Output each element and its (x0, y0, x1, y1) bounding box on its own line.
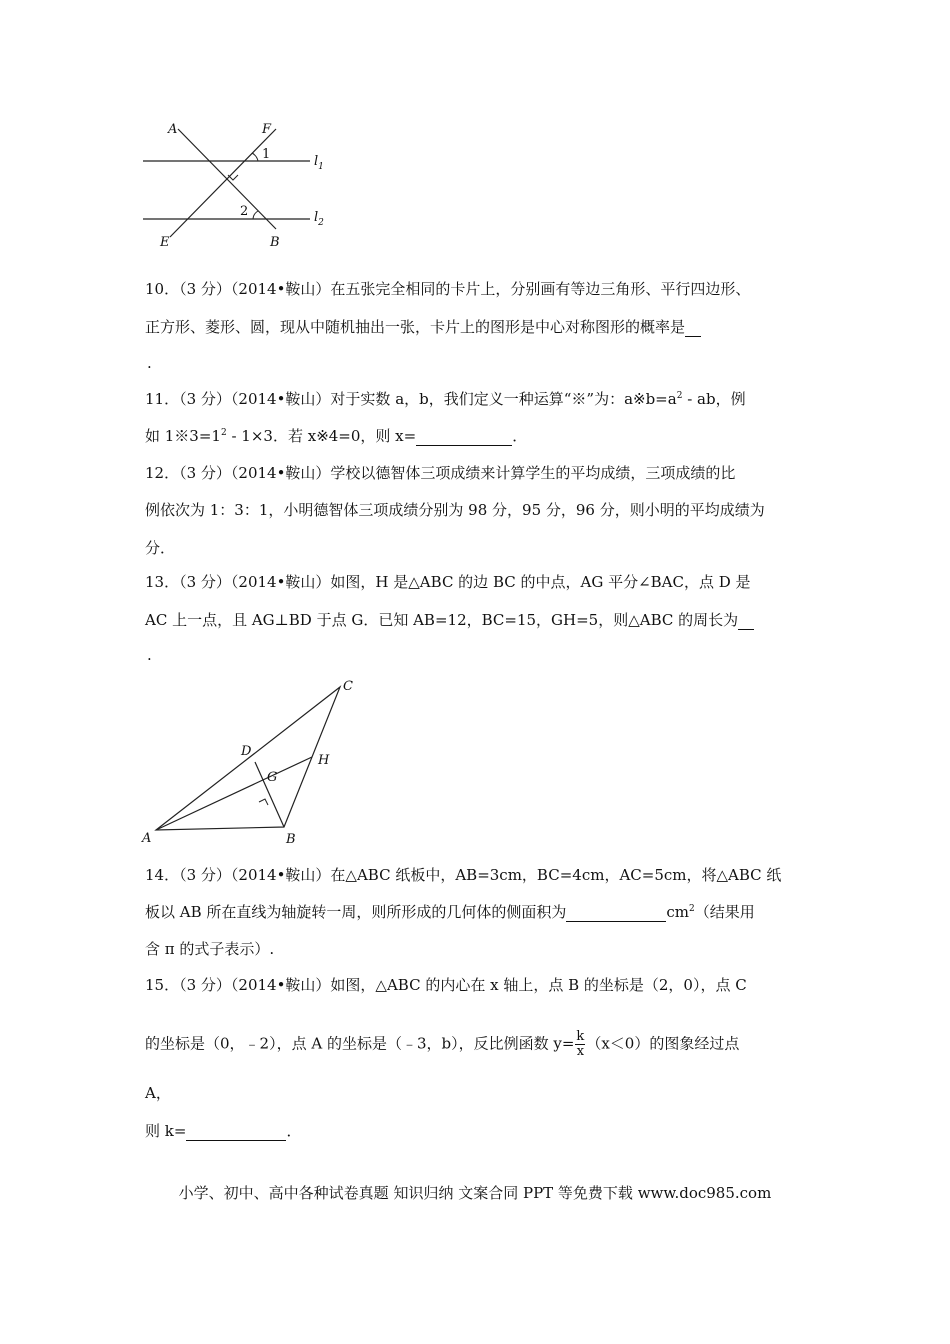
label-angle-1: 1 (262, 147, 271, 162)
q11-line2-mid: - 1×3．若 x※4=0，则 x= (226, 427, 417, 445)
q14-line2-tail: （结果用 (694, 903, 755, 921)
q10-answer-blank[interactable] (685, 321, 701, 337)
q13-line2-text: AC 上一点，且 AG⊥BD 于点 G．已知 AB=12，BC=15，GH=5，则△ABC 的周长为 (145, 611, 739, 629)
q15-fraction-denominator: x (576, 1044, 585, 1059)
q15-fraction (575, 1030, 585, 1059)
q10-line1: 10．（3 分）（2014•鞍山）在五张完全相同的卡片上，分别画有等边三角形、平行四边形、 (145, 280, 751, 298)
q10-line2-text: 正方形、菱形、圆，现从中随机抽出一张，卡片上的图形是中心对称图形的概率是 (145, 318, 686, 336)
angle-1-arc (252, 153, 258, 161)
q14-unit-exponent: 2 (689, 904, 695, 914)
q10-line2 (145, 316, 701, 337)
label-C: C (343, 679, 353, 694)
q14-line2 (145, 901, 755, 922)
q15-line4-end: ． (286, 1122, 302, 1140)
q11-line2 (145, 425, 527, 446)
label-A: A (168, 122, 178, 137)
line-EF (170, 129, 276, 237)
q15-line2-tail: （x＜0）的图象经过点 (586, 1034, 740, 1053)
segment-AH (156, 757, 312, 830)
label-l1: $l_1$ (314, 154, 324, 172)
label-H: H (318, 753, 330, 768)
q14-line2-text: 板以 AB 所在直线为轴旋转一周，则所形成的几何体的侧面积为 (145, 903, 567, 921)
q11-line2-text: 如 1※3=1 (145, 427, 221, 445)
label-angle-2: 2 (240, 204, 249, 219)
q13-dot: . (147, 646, 152, 664)
q11-line2-end: ． (512, 427, 528, 445)
q13-line2 (145, 609, 754, 630)
q14-line3: 含 π 的式子表示）. (145, 940, 275, 958)
q11-line1 (145, 388, 746, 409)
q11-line1-text: 11．（3 分）（2014•鞍山）对于实数 a，b，我们定义一种运算“※”为：a※b=a (145, 390, 677, 408)
q11-exponent-1: 2 (676, 391, 683, 401)
page-footer: 小学、初中、高中各种试卷真题 知识归纳 文案合同 PPT 等免费下载 www.doc985.com (178, 1184, 772, 1202)
q14-answer-blank[interactable] (566, 906, 666, 922)
q15-line4-text: 则 k= (145, 1122, 187, 1140)
q15-line1: 15．（3 分）（2014•鞍山）如图，△ABC 的内心在 x 轴上，点 B 的坐标是（2，0），点 C (145, 976, 747, 994)
q15-line2 (145, 1030, 739, 1059)
q11-exponent-2: 2 (220, 428, 227, 438)
q15-line4 (145, 1120, 301, 1141)
parallel-lines-figure (140, 118, 340, 253)
q15-fraction-numerator: k (576, 1029, 585, 1044)
label-B: B (286, 832, 296, 847)
angle-2-arc (253, 211, 258, 219)
q10-dot: . (147, 354, 152, 372)
label-A: A (142, 831, 152, 846)
triangle-abc-figure (140, 675, 365, 855)
q12-line1: 12．（3 分）（2014•鞍山）学校以德智体三项成绩来计算学生的平均成绩，三项成绩的比 (145, 464, 736, 482)
label-D: D (241, 744, 252, 759)
q11-answer-blank[interactable] (416, 430, 512, 446)
label-B: B (270, 235, 280, 250)
q11-line1-tail: - ab，例 (682, 390, 746, 408)
label-F: F (262, 122, 272, 137)
right-angle-mark-g (259, 799, 268, 805)
label-E: E (160, 235, 170, 250)
q12-line3: 分． (145, 539, 176, 557)
q15-line2-text: 的坐标是（0，﹣2），点 A 的坐标是（﹣3，b），反比例函数 y= (145, 1034, 575, 1053)
label-G: G (267, 770, 278, 785)
q14-unit: cm (666, 903, 690, 921)
q15-line3: A， (145, 1084, 171, 1102)
label-l2: $l_2$ (314, 210, 324, 228)
q15-answer-blank[interactable] (186, 1125, 286, 1141)
q14-line1: 14．（3 分）（2014•鞍山）在△ABC 纸板中，AB=3cm，BC=4cm，AC=5cm，将△ABC 纸 (145, 866, 782, 884)
q13-line1: 13．（3 分）（2014•鞍山）如图，H 是△ABC 的边 BC 的中点，AG 平分∠BAC，点 D 是 (145, 573, 751, 591)
q13-answer-blank[interactable] (738, 614, 754, 630)
q12-line2: 例依次为 1：3：1，小明德智体三项成绩分别为 98 分，95 分，96 分，则小明的平均成绩为 (145, 501, 765, 519)
